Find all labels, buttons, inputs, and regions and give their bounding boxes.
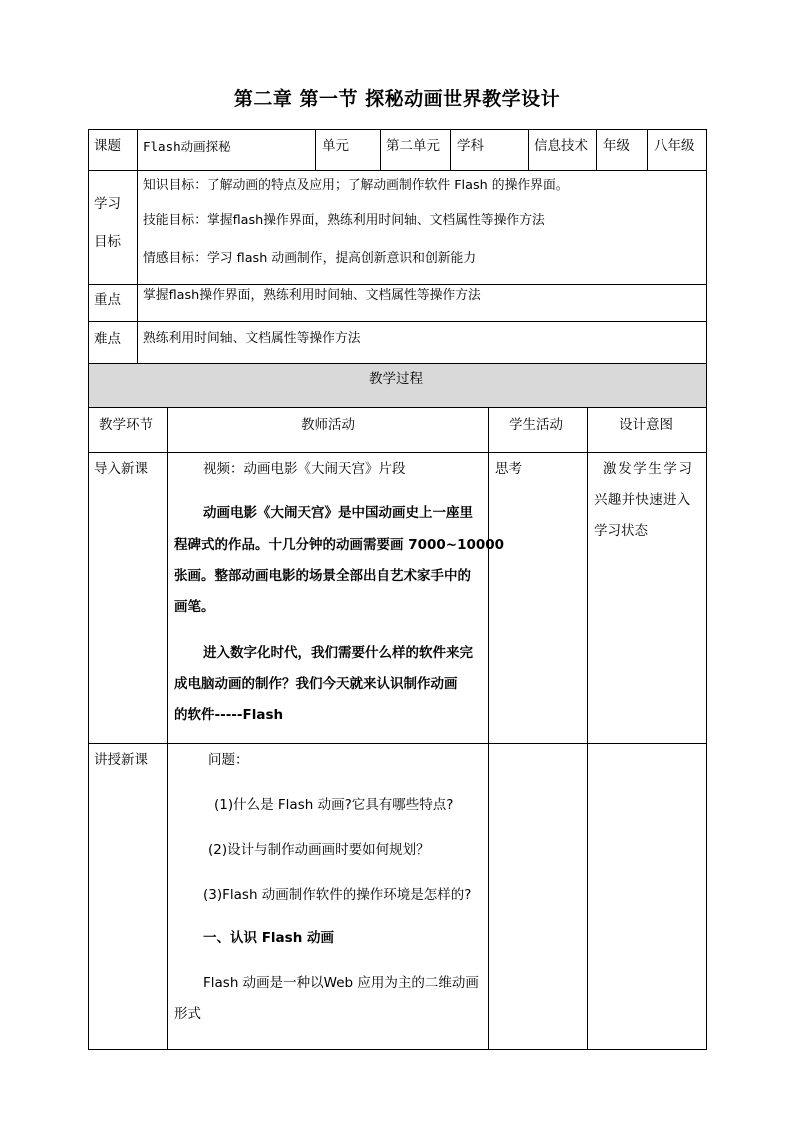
difficulty-value: 熟练利用时间轴、文档属性等操作方法 (143, 331, 361, 346)
col-header-stage: 教学环节 (99, 417, 153, 433)
focus-value: 掌握flash操作界面，熟练利用时间轴、文档属性等操作方法 (143, 288, 481, 303)
grade-label: 年级 (603, 138, 630, 154)
lecture-section-title: 一、认识 Flash 动画 (203, 930, 335, 946)
lecture-question-heading: 问题： (208, 752, 249, 768)
col-header-student: 学生活动 (509, 417, 563, 433)
intro-p1-line2: 程碑式的作品。十几分钟的动画需要画 7000~10000 (174, 537, 505, 553)
intro-intent-line1: 激发学生学习 (603, 461, 694, 477)
lecture-question-3: (3)Flash 动画制作软件的操作环境是怎样的? (203, 887, 472, 903)
difficulty-label: 难点 (94, 331, 121, 347)
intro-student-activity: 思考 (495, 461, 522, 477)
col-header-teacher: 教师活动 (301, 417, 355, 433)
unit-value: 第二单元 (386, 138, 440, 154)
intro-p2-line2: 成电脑动画的制作？我们今天就来认识制作动画 (174, 676, 458, 692)
lecture-definition-line2: 形式 (174, 1006, 201, 1022)
topic-label: 课题 (94, 138, 121, 154)
col-header-intent: 设计意图 (619, 417, 673, 433)
subject-value: 信息技术 (534, 138, 588, 154)
process-heading: 教学过程 (369, 371, 423, 387)
goal-skill: 技能目标：掌握flash操作界面，熟练利用时间轴、文档属性等操作方法 (143, 213, 545, 228)
unit-label: 单元 (322, 138, 349, 154)
document-title: 第二章 第一节 探秘动画世界教学设计 (233, 88, 561, 110)
goals-label-line1: 学习 (94, 196, 121, 212)
intro-p1-line3: 张画。整部动画电影的场景全部出自艺术家手中的 (174, 568, 471, 584)
focus-label: 重点 (94, 292, 121, 308)
lecture-question-2: (2)设计与制作动画画时要如何规划？ (208, 842, 430, 858)
subject-label: 学科 (457, 138, 484, 154)
goal-emotion: 情感目标：学习 flash 动画制作，提高创新意识和创新能力 (143, 251, 477, 266)
lecture-definition-line1: Flash 动画是一种以Web 应用为主的二维动画 (203, 975, 479, 991)
intro-video: 视频：动画电影《大闹天宫》片段 (203, 461, 406, 477)
lecture-question-1: (1)什么是 Flash 动画?它具有哪些特点? (214, 797, 454, 813)
intro-p2-line1: 进入数字化时代，我们需要什么样的软件来完 (203, 645, 473, 661)
intro-p2-line3: 的软件-----Flash (174, 707, 284, 723)
lecture-stage: 讲授新课 (94, 752, 148, 768)
intro-p1-line1: 动画电影《大闹天宫》是中国动画史上一座里 (203, 505, 473, 521)
topic-value: Flash动画探秘 (143, 139, 231, 154)
goal-knowledge: 知识目标：了解动画的特点及应用；了解动画制作软件 Flash 的操作界面。 (143, 178, 569, 193)
intro-intent-line2: 兴趣并快速进入 (594, 492, 691, 508)
intro-p1-line4: 画笔。 (174, 599, 215, 615)
goals-label-line2: 目标 (94, 234, 121, 250)
intro-stage: 导入新课 (94, 461, 148, 477)
intro-intent-line3: 学习状态 (594, 523, 648, 539)
grade-value: 八年级 (654, 138, 695, 154)
